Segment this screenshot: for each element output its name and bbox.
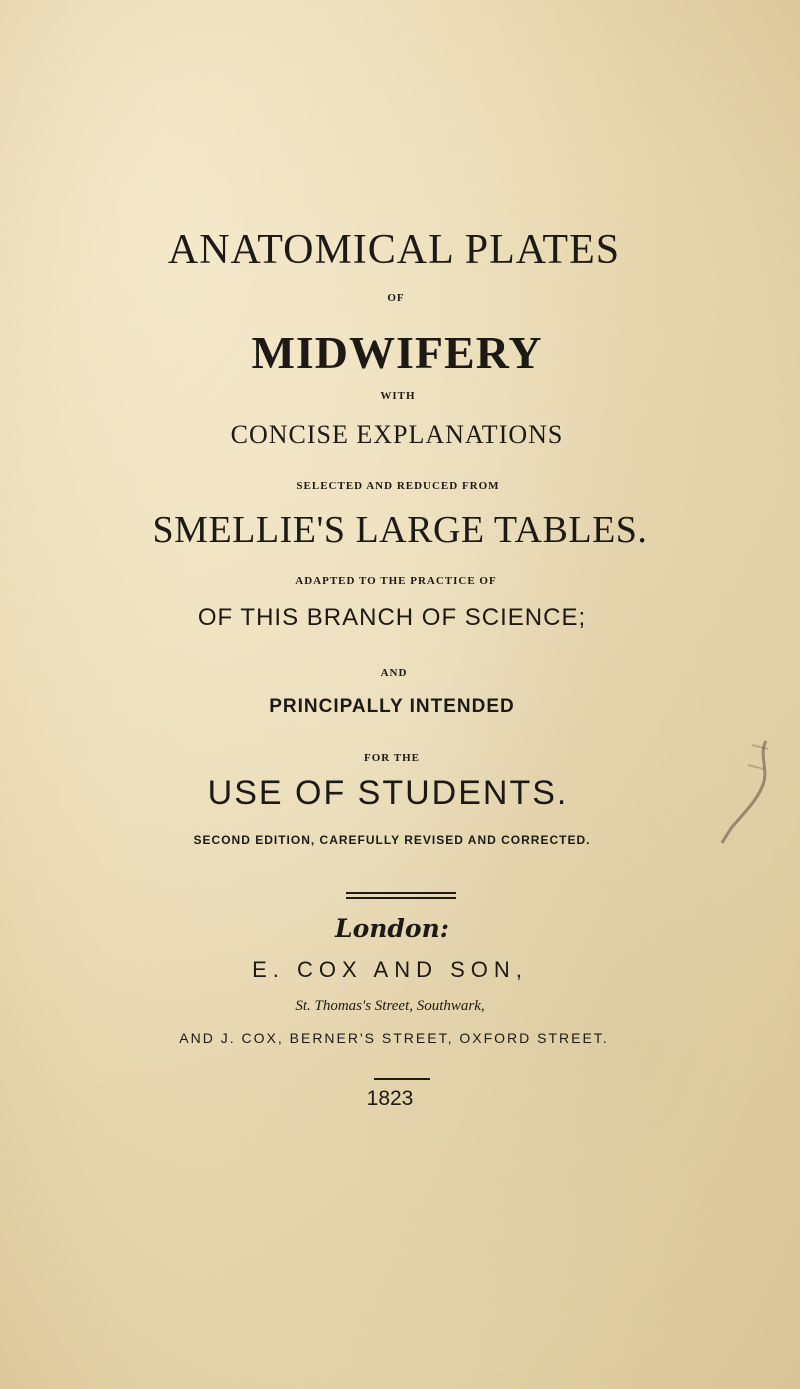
selected-line: SELECTED AND REDUCED FROM: [296, 480, 500, 492]
imprint-publisher: E. COX AND SON,: [252, 957, 528, 982]
imprint-year: 1823: [366, 1087, 414, 1110]
connector-with: WITH: [380, 390, 416, 402]
source-title: SMELLIE'S LARGE TABLES.: [152, 509, 648, 551]
book-title: ANATOMICAL PLATES: [167, 227, 621, 273]
concise-explanations: CONCISE EXPLANATIONS: [230, 420, 564, 449]
year-rule: [374, 1078, 430, 1080]
principally-line: PRINCIPALLY INTENDED: [269, 696, 515, 717]
imprint-address: St. Thomas's Street, Southwark,: [295, 998, 485, 1014]
connector-and: AND: [380, 667, 408, 679]
edition-statement: SECOND EDITION, CAREFULLY REVISED AND CORRECTED.: [193, 833, 591, 847]
book-subject: MIDWIFERY: [251, 327, 543, 378]
branch-line: OF THIS BRANCH OF SCIENCE;: [197, 604, 587, 631]
imprint-second-publisher: AND J. COX, BERNER'S STREET, OXFORD STREET.: [179, 1030, 609, 1046]
double-rule-top: [346, 892, 456, 894]
adapted-line: ADAPTED TO THE PRACTICE OF: [295, 575, 497, 587]
double-rule-bottom: [346, 897, 456, 899]
connector-for-the: FOR THE: [363, 752, 420, 764]
use-of-students: USE OF STUDENTS.: [207, 774, 569, 812]
connector-of: OF: [387, 292, 405, 304]
imprint-city: London:: [335, 914, 449, 943]
